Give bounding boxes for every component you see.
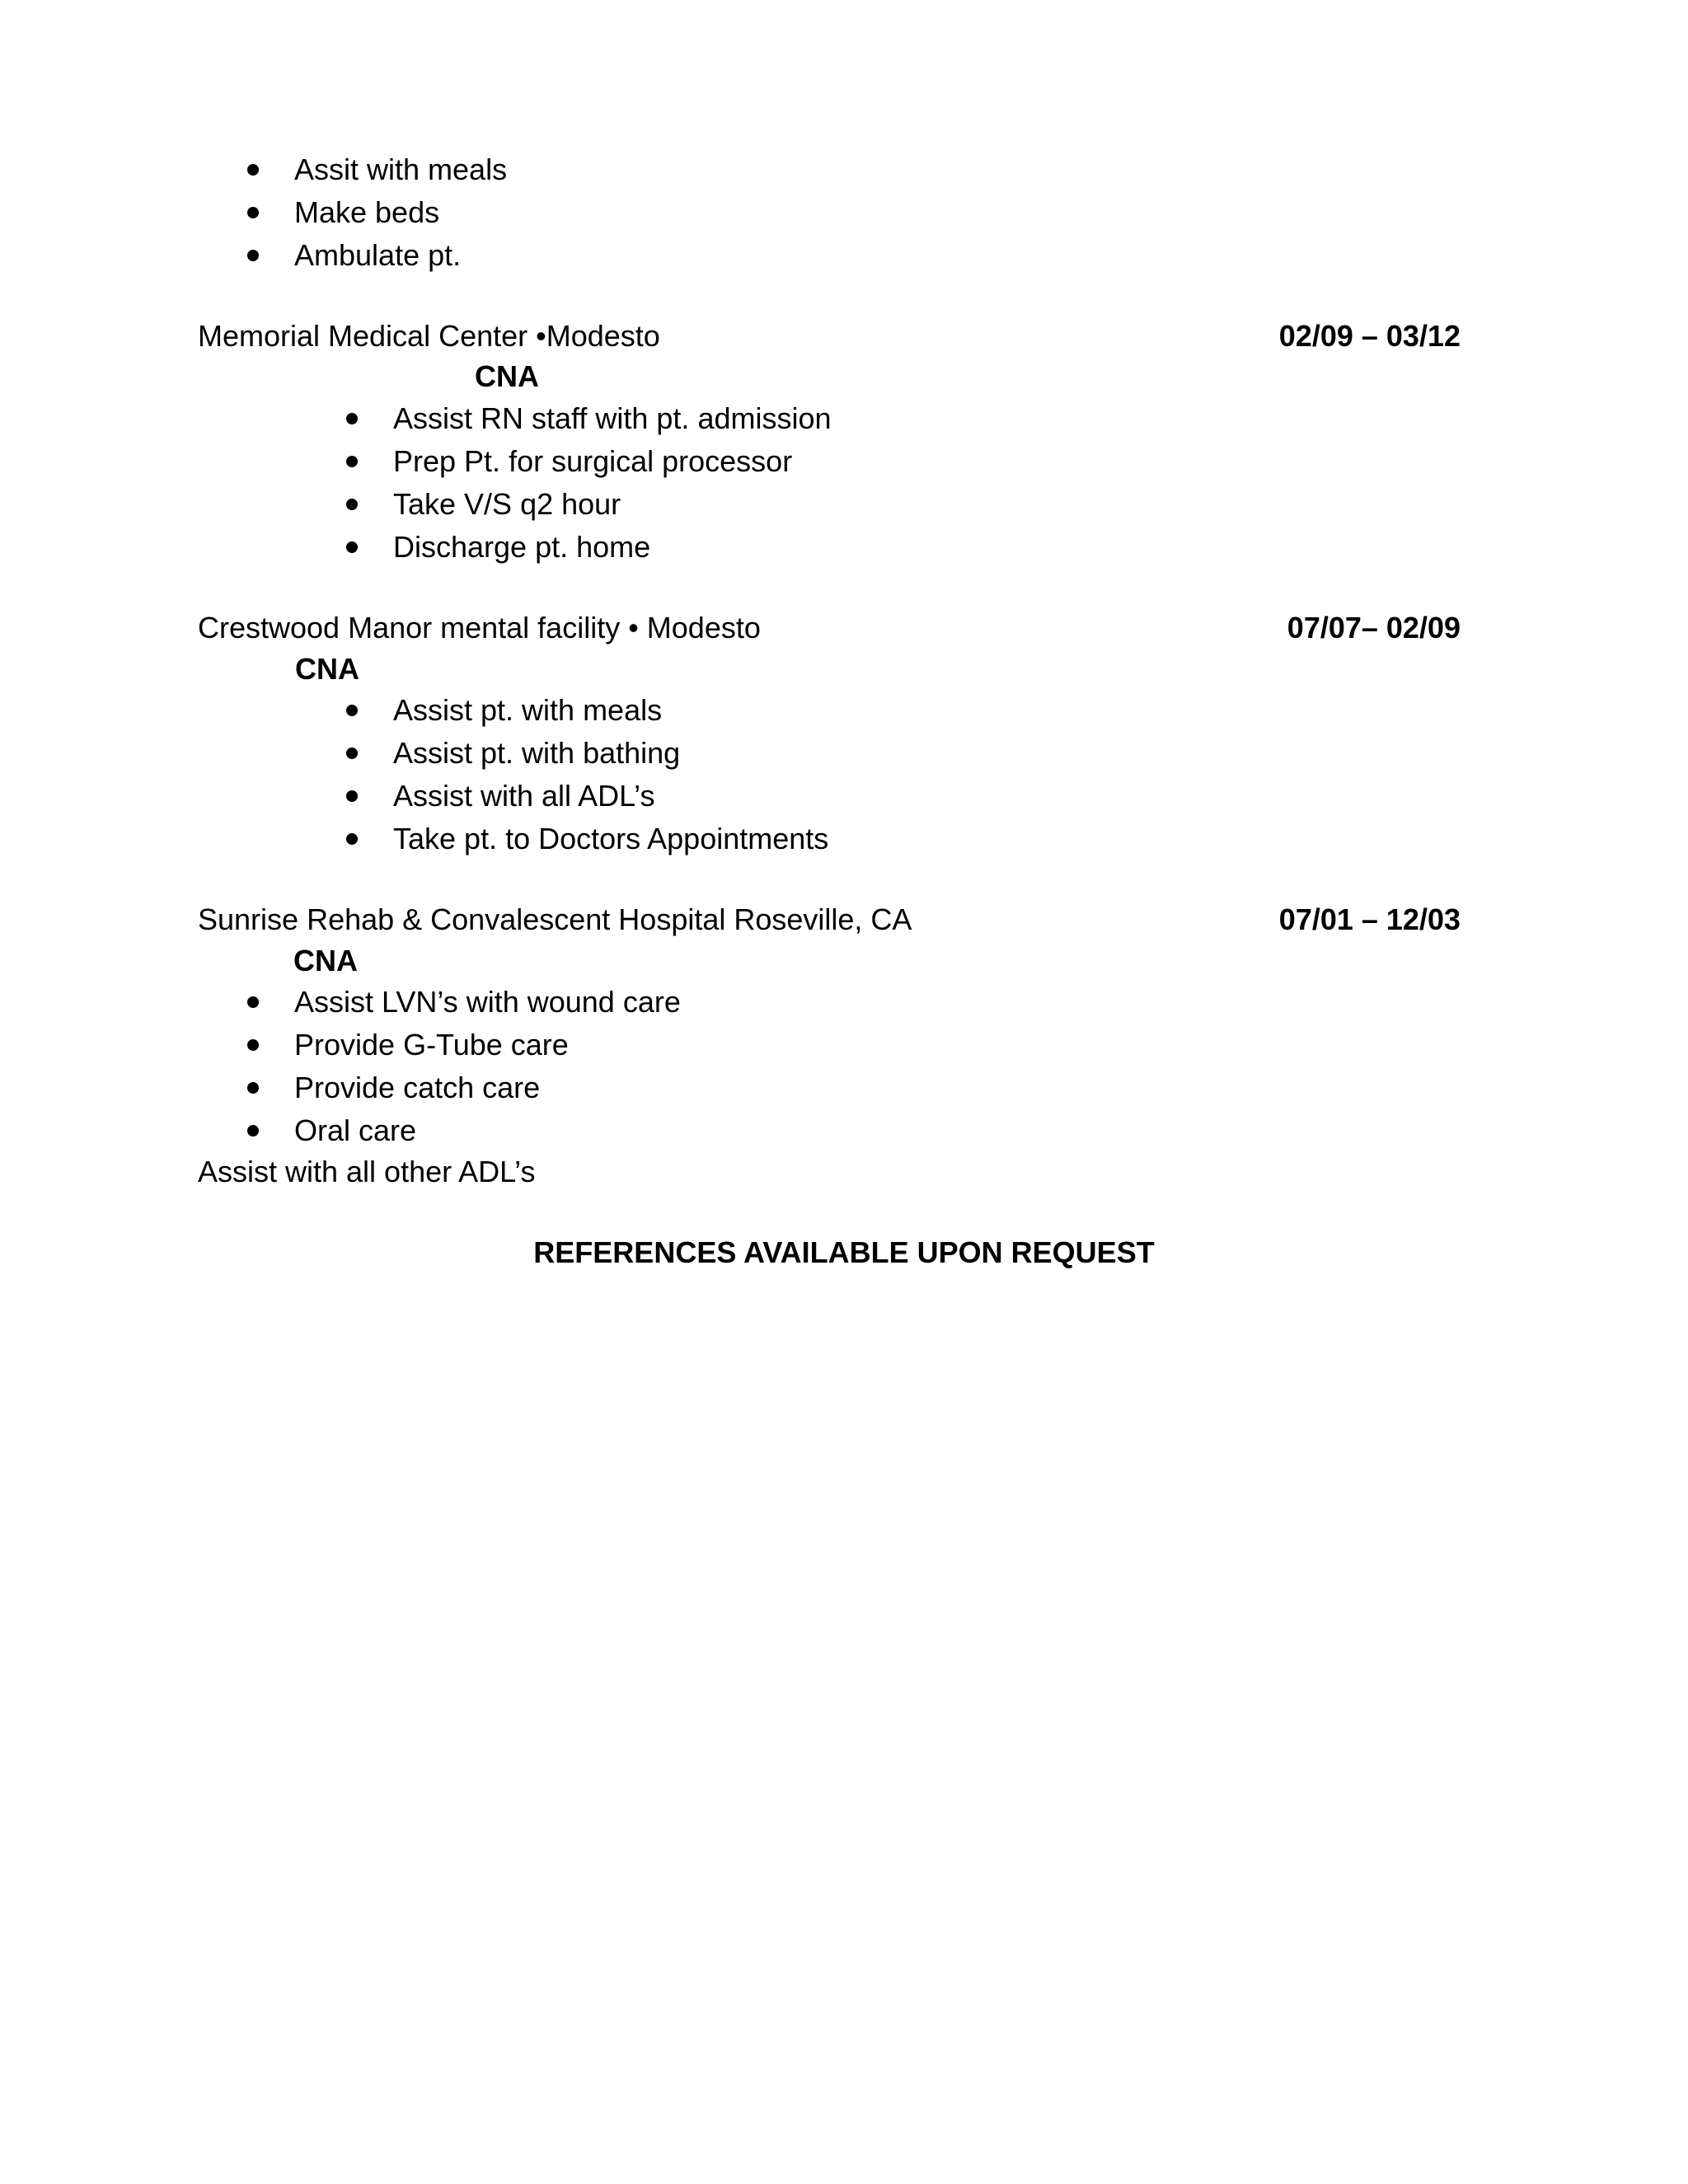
bullet-icon — [346, 541, 358, 553]
bullet-icon — [346, 456, 358, 467]
employer-name: Crestwood Manor mental facility • Modesto — [198, 611, 761, 644]
duty-text: Provide catch care — [294, 1071, 541, 1104]
duty-text: Assist LVN’s with wound care — [294, 985, 681, 1019]
employer-name: Sunrise Rehab & Convalescent Hospital Roseville, CA — [198, 902, 912, 936]
duty-text: Provide G-Tube care — [294, 1028, 569, 1062]
employment-dates: 07/01 – 12/03 — [1278, 902, 1461, 936]
employment-dates: 02/09 – 03/12 — [1278, 319, 1461, 353]
bullet-icon — [346, 499, 358, 510]
job-title: CNA — [475, 359, 539, 393]
job-title: CNA — [295, 652, 359, 686]
bullet-icon — [346, 705, 358, 716]
bullet-icon — [346, 790, 358, 802]
references-note: REFERENCES AVAILABLE UPON REQUEST — [533, 1235, 1155, 1269]
bullet-icon — [346, 748, 358, 759]
duty-text: Oral care — [294, 1113, 417, 1147]
duty-text: Assist with all ADL’s — [393, 779, 655, 813]
duty-text: Prep Pt. for surgical processor — [393, 444, 793, 478]
bullet-icon — [247, 996, 259, 1008]
duty-text: Assist pt. with bathing — [393, 736, 681, 770]
duty-text-unbulleted: Assist with all other ADL’s — [198, 1155, 536, 1188]
employment-dates: 07/07– 02/09 — [1287, 611, 1461, 644]
duty-text: Discharge pt. home — [393, 530, 651, 564]
duty-text: Take V/S q2 hour — [393, 487, 621, 521]
employer-name: Memorial Medical Center •Modesto — [198, 319, 660, 353]
duty-text: Take pt. to Doctors Appointments — [393, 822, 829, 855]
job-title: CNA — [293, 944, 358, 977]
duty-text: Assit with meals — [294, 152, 508, 186]
bullet-icon — [247, 1125, 259, 1137]
duty-text: Assist RN staff with pt. admission — [393, 401, 832, 435]
bullet-icon — [247, 1082, 259, 1094]
bullet-icon — [247, 250, 259, 261]
bullet-icon — [247, 207, 259, 218]
duty-text: Ambulate pt. — [294, 238, 462, 272]
duty-text: Assist pt. with meals — [393, 693, 663, 727]
duty-text: Make beds — [294, 195, 440, 229]
bullet-icon — [346, 833, 358, 845]
bullet-icon — [346, 413, 358, 424]
bullet-icon — [247, 1039, 259, 1051]
bullet-icon — [247, 164, 259, 176]
